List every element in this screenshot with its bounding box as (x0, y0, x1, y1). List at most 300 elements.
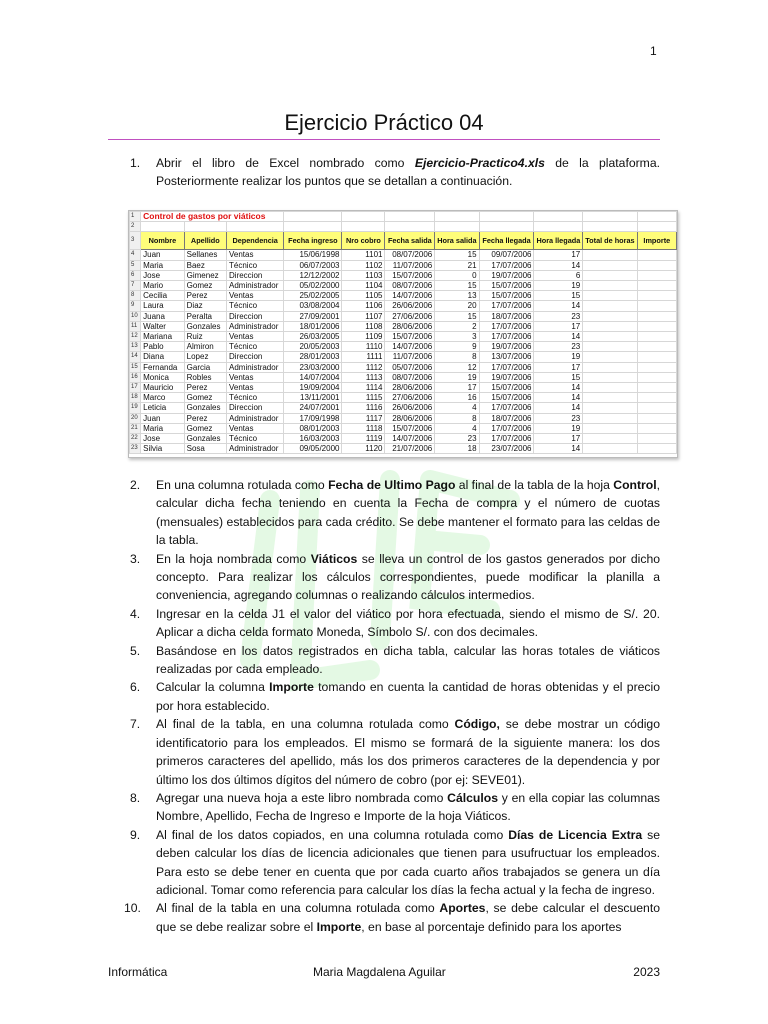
list-number: 6. (130, 680, 141, 695)
table-cell: 17/07/2006 (479, 362, 534, 372)
list-text: Basándose en los datos registrados en dicha tabla, calcular las horas totales de viáticos realizadas por cada empleado. (156, 643, 660, 677)
table-cell: Administrador (227, 413, 284, 423)
table-cell: Maria (141, 260, 185, 270)
table-cell: 17 (435, 383, 479, 393)
table-cell: 6 (534, 270, 583, 280)
row-number: 21 (130, 423, 141, 433)
table-cell: Baez (184, 260, 226, 270)
table-cell: 1120 (342, 444, 385, 454)
row-number: 20 (130, 413, 141, 423)
table-row (130, 423, 677, 433)
table-cell: 15 (435, 311, 479, 321)
empty-cell (583, 352, 637, 362)
table-cell: Gonzales (184, 403, 226, 413)
table-cell: 24/07/2001 (284, 403, 342, 413)
empty-cell (637, 362, 676, 372)
table-cell: Direccion (227, 352, 284, 362)
table-cell: 15/07/2006 (385, 332, 435, 342)
spreadsheet-screenshot (128, 210, 678, 458)
table-cell: 1110 (342, 342, 385, 352)
table-cell: 17 (534, 434, 583, 444)
list-number: 3. (130, 551, 141, 566)
table-cell: Mario (141, 281, 185, 291)
emphasis-text: Importe (269, 680, 314, 695)
table-cell: 9 (435, 342, 479, 352)
table-row (130, 383, 677, 393)
table-cell: Cecilia (141, 291, 185, 301)
row-number: 23 (130, 444, 141, 454)
list-text: , calcular dicha fecha teniendo en cuenta la Fecha de compra y el número de cuotas (mensuales) establecidos para cada crédito. Se debe mantener el formato para las celdas de la tabla. (156, 478, 661, 548)
table-cell: 08/07/2006 (385, 250, 435, 260)
table-cell: Peralta (184, 311, 226, 321)
emphasis-text: Control (613, 478, 657, 492)
table-cell: 16 (435, 393, 479, 403)
list-item (108, 899, 660, 936)
table-cell: 15/06/1998 (284, 250, 342, 260)
table-cell: Ventas (227, 332, 284, 342)
column-header: Total de horas (583, 232, 637, 250)
list-text: , se debe calcular el descuento que se debe realizar sobre el (156, 901, 661, 934)
table-cell: Silvia (141, 444, 185, 454)
row-number: 6 (130, 270, 141, 280)
table-cell: Fernanda (141, 362, 185, 372)
table-row (130, 413, 677, 423)
table-cell: 18/07/2006 (479, 311, 534, 321)
table-cell: Jose (141, 434, 185, 444)
table-cell: 12 (435, 362, 479, 372)
table-cell: 09/07/2006 (479, 250, 534, 260)
list-item (108, 715, 660, 789)
table-cell: Sellanes (184, 250, 226, 260)
table-cell: Juan (141, 250, 185, 260)
table-cell: 1115 (342, 393, 385, 403)
table-cell: 17 (534, 321, 583, 331)
empty-cell (583, 372, 637, 382)
list-text: Agregar una nueva hoja a este libro nombrada como (156, 790, 448, 805)
table-cell: 1109 (342, 332, 385, 342)
table-cell: Gomez (184, 393, 226, 403)
empty-cell (583, 291, 637, 301)
table-cell: Gonzales (184, 434, 226, 444)
table-cell: 20/05/2003 (284, 342, 342, 352)
table-cell: Laura (141, 301, 185, 311)
table-cell: 1117 (342, 413, 385, 423)
table-cell: 16/03/2003 (284, 434, 342, 444)
table-cell: Perez (184, 383, 226, 393)
footer-subject: Informática (108, 965, 168, 979)
table-cell: 14 (534, 301, 583, 311)
table-cell: 15/07/2006 (479, 383, 534, 393)
table-cell: 23 (435, 434, 479, 444)
table-cell: Gomez (184, 423, 226, 433)
table-cell: 25/02/2005 (284, 291, 342, 301)
table-row (130, 342, 677, 352)
table-cell: Almiron (184, 342, 226, 352)
emphasis-text: Importe (316, 919, 362, 934)
table-cell: 19 (435, 372, 479, 382)
table-cell: 1112 (342, 362, 385, 372)
table-cell: 19/07/2006 (479, 372, 534, 382)
table-cell: Administrador (227, 321, 284, 331)
table-cell: 18/07/2006 (479, 413, 534, 423)
list-number: 2. (130, 478, 141, 492)
table-cell: 19 (534, 423, 583, 433)
list-text: y en ella copiar las columnas Nombre, Apellido, Fecha de Ingreso e Importe de la hoja Viáticos. (156, 790, 660, 824)
table-cell: 0 (435, 270, 479, 280)
row-number: 17 (130, 383, 141, 393)
table-cell: 23 (534, 311, 583, 321)
list-item (108, 826, 660, 900)
emphasis-text: Viáticos (310, 551, 358, 566)
table-cell: 09/05/2000 (284, 444, 342, 454)
table-cell: 2 (435, 321, 479, 331)
table-cell: 21 (435, 260, 479, 270)
table-cell: 17/09/1998 (284, 413, 342, 423)
table-cell: 1114 (342, 383, 385, 393)
list-text: se lleva un control de los gastos generados por dicho concepto. Para realizar los cálculos correspondientes, puede modificar la planilla a conveniencia, agregando columnas o realizando cálculos intermedios. (156, 551, 660, 603)
table-row (130, 372, 677, 382)
empty-cell (583, 423, 637, 433)
row-number: 15 (130, 362, 141, 372)
table-cell: Técnico (227, 260, 284, 270)
table-cell: 28/06/2006 (385, 413, 435, 423)
list-text: Al final de los datos copiados, en una columna rotulada como (156, 827, 509, 842)
table-cell: 15/07/2006 (479, 291, 534, 301)
emphasis-text: Fecha de Ultimo Pago (328, 478, 456, 492)
list-number: 8. (130, 790, 141, 805)
table-cell: 13 (435, 291, 479, 301)
empty-cell (583, 434, 637, 444)
table-cell: Mariana (141, 332, 185, 342)
table-cell: Mauricio (141, 383, 185, 393)
row-number: 18 (130, 393, 141, 403)
table-cell: Ventas (227, 423, 284, 433)
row-number: 12 (130, 332, 141, 342)
table-cell: 17/07/2006 (479, 301, 534, 311)
list-number: 7. (130, 717, 141, 732)
table-row (130, 362, 677, 372)
table-cell: 23/07/2006 (479, 444, 534, 454)
table-cell: Direccion (227, 270, 284, 280)
empty-cell (637, 434, 676, 444)
empty-cell (637, 260, 676, 270)
list-text: al final de la tabla de la hoja (455, 478, 614, 492)
list-text: se deben calcular los días de licencia adicionales que tienen para usufructuar los empleados. Para esto se debe tener en cuenta que por cada cuarto años trabajados se genera un día adicional. Tomar como referencia para calcular los días la fecha actual y la fecha de ingreso. (156, 827, 660, 897)
table-cell: 08/01/2003 (284, 423, 342, 433)
table-cell: 08/07/2006 (385, 372, 435, 382)
empty-cell (637, 444, 676, 454)
table-cell: Juana (141, 311, 185, 321)
table-cell: 15/07/2006 (479, 281, 534, 291)
table-cell: 3 (435, 332, 479, 342)
emphasis-text: Aportes (439, 901, 486, 916)
table-cell: 15/07/2006 (479, 393, 534, 403)
list-item (108, 642, 660, 679)
list-item (108, 550, 660, 605)
table-cell: 1101 (342, 250, 385, 260)
table-cell: 1103 (342, 270, 385, 280)
list-item (108, 476, 660, 550)
table-cell: 14 (534, 444, 583, 454)
table-cell: Administrador (227, 362, 284, 372)
table-cell: 13/07/2006 (479, 352, 534, 362)
table-cell: 1119 (342, 434, 385, 444)
table-cell: 1107 (342, 311, 385, 321)
table-cell: 28/06/2006 (385, 321, 435, 331)
list-number: 9. (130, 827, 141, 842)
list-number: 10. (124, 901, 141, 916)
table-cell: 05/07/2006 (385, 362, 435, 372)
empty-cell (583, 413, 637, 423)
table-cell: Leticia (141, 403, 185, 413)
footer-author: Maria Magdalena Aguilar (313, 965, 446, 979)
table-cell: 17/07/2006 (479, 321, 534, 331)
empty-cell (583, 250, 637, 260)
table-cell: Perez (184, 413, 226, 423)
table-cell: 8 (435, 413, 479, 423)
table-cell: 14/07/2006 (385, 342, 435, 352)
list-item (108, 789, 660, 826)
table-row (130, 270, 677, 280)
column-header: Apellido (184, 232, 226, 250)
table-cell: 1104 (342, 281, 385, 291)
table-cell: 05/02/2000 (284, 281, 342, 291)
table-cell: 11/07/2006 (385, 260, 435, 270)
column-header: Hora llegada (534, 232, 583, 250)
table-cell: Diaz (184, 301, 226, 311)
table-cell: Juan (141, 413, 185, 423)
empty-cell (583, 362, 637, 372)
table-cell: 19/09/2004 (284, 383, 342, 393)
table-cell: Direccion (227, 311, 284, 321)
list-text: tomando en cuenta la cantidad de horas obtenidas y el precio por hora establecido. (156, 680, 661, 713)
empty-cell (637, 342, 676, 352)
table-cell: 18 (435, 444, 479, 454)
list-number: 4. (130, 606, 141, 621)
table-cell: 17/07/2006 (479, 332, 534, 342)
table-cell: Administrador (227, 281, 284, 291)
empty-cell (637, 321, 676, 331)
table-cell: Perez (184, 291, 226, 301)
list-number: 1. (130, 156, 141, 170)
title-divider (108, 139, 660, 140)
table-cell: 06/07/2003 (284, 260, 342, 270)
empty-cell (637, 413, 676, 423)
empty-cell (637, 270, 676, 280)
table-cell: Gomez (184, 281, 226, 291)
row-number: 10 (130, 311, 141, 321)
spreadsheet-title: Control de gastos por viáticos (141, 212, 284, 222)
column-header: Fecha llegada (479, 232, 534, 250)
file-name: Ejercicio-Practico4.xls (414, 156, 545, 170)
table-cell: 21/07/2006 (385, 444, 435, 454)
empty-cell (637, 281, 676, 291)
table-cell: Maria (141, 423, 185, 433)
page-title: Ejercicio Práctico 04 (284, 110, 484, 135)
list-text: Al final de la tabla, en una columna rotulada como (156, 717, 455, 732)
footer-year: 2023 (633, 965, 660, 979)
table-cell: 1105 (342, 291, 385, 301)
row-number: 9 (130, 301, 141, 311)
empty-cell (583, 383, 637, 393)
spreadsheet-table (129, 211, 677, 454)
table-cell: 20 (435, 301, 479, 311)
list-text: En una columna rotulada como (156, 478, 329, 492)
table-cell: 28/06/2006 (385, 383, 435, 393)
table-cell: 13/11/2001 (284, 393, 342, 403)
table-row (130, 434, 677, 444)
table-cell: 1106 (342, 301, 385, 311)
empty-cell (637, 372, 676, 382)
table-cell: 26/06/2006 (385, 301, 435, 311)
empty-cell (583, 342, 637, 352)
row-number: 8 (130, 291, 141, 301)
table-cell: 15 (534, 372, 583, 382)
table-cell: 17/07/2006 (479, 423, 534, 433)
table-cell: Administrador (227, 444, 284, 454)
table-cell: 14 (534, 393, 583, 403)
column-header: Fecha ingreso (284, 232, 342, 250)
empty-cell (637, 352, 676, 362)
table-cell: 23 (534, 342, 583, 352)
empty-cell (583, 311, 637, 321)
table-cell: 12/12/2002 (284, 270, 342, 280)
table-cell: 15/07/2006 (385, 270, 435, 280)
page-number: 1 (650, 44, 657, 58)
table-cell: Ventas (227, 383, 284, 393)
table-cell: 23/03/2000 (284, 362, 342, 372)
table-cell: 17/07/2006 (479, 260, 534, 270)
table-cell: 17/07/2006 (479, 434, 534, 444)
table-cell: 27/06/2006 (385, 393, 435, 403)
empty-cell (583, 301, 637, 311)
table-row (130, 250, 677, 260)
table-cell: 19 (534, 281, 583, 291)
table-cell: 15 (435, 250, 479, 260)
table-cell: 19/07/2006 (479, 342, 534, 352)
table-cell: 18/01/2006 (284, 321, 342, 331)
table-cell: 14 (534, 260, 583, 270)
empty-cell (637, 423, 676, 433)
intro-list (108, 154, 660, 191)
row-number: 4 (130, 250, 141, 260)
empty-cell (583, 444, 637, 454)
list-text: , en base al porcentaje definido para los aportes (361, 919, 622, 934)
empty-cell (637, 383, 676, 393)
list-text: Ingresar en la celda J1 el valor del viático por hora efectuada, siendo el mismo de S/. 20. Aplicar a dicha celda formato Moneda, Símbolo S/. con dos decimales. (156, 606, 660, 640)
table-cell: 1102 (342, 260, 385, 270)
empty-cell (583, 270, 637, 280)
table-row (130, 301, 677, 311)
table-cell: 15 (435, 281, 479, 291)
row-number: 7 (130, 281, 141, 291)
empty-cell (583, 393, 637, 403)
empty-cell (637, 403, 676, 413)
list-text: Abrir el libro de Excel nombrado como (156, 156, 415, 170)
table-cell: 1113 (342, 372, 385, 382)
empty-cell (583, 281, 637, 291)
table-row (130, 444, 677, 454)
empty-cell (583, 403, 637, 413)
table-cell: 15 (534, 291, 583, 301)
table-row (130, 352, 677, 362)
list-item (108, 605, 660, 642)
list-text: Calcular la columna (156, 680, 270, 695)
table-cell: 28/01/2003 (284, 352, 342, 362)
list-number: 5. (130, 643, 141, 658)
row-number: 13 (130, 342, 141, 352)
table-cell: 19/07/2006 (479, 270, 534, 280)
table-cell: Ventas (227, 372, 284, 382)
empty-cell (637, 332, 676, 342)
column-header: Fecha salida (385, 232, 435, 250)
column-header: Nombre (141, 232, 185, 250)
instructions-list (108, 476, 660, 936)
table-cell: 4 (435, 423, 479, 433)
table-cell: 1116 (342, 403, 385, 413)
table-cell: Ruiz (184, 332, 226, 342)
list-item (108, 154, 660, 191)
column-header: Dependencia (227, 232, 284, 250)
empty-cell (637, 291, 676, 301)
table-cell: Lopez (184, 352, 226, 362)
table-cell: 03/08/2004 (284, 301, 342, 311)
emphasis-text: Código, (454, 717, 500, 732)
table-cell: Diana (141, 352, 185, 362)
table-row (130, 260, 677, 270)
row-number: 22 (130, 434, 141, 444)
list-text: de la plataforma. Posteriormente realizar los puntos que se detallan a continuación. (156, 156, 660, 189)
table-row (130, 403, 677, 413)
table-cell: Jose (141, 270, 185, 280)
empty-cell (637, 311, 676, 321)
table-cell: 27/09/2001 (284, 311, 342, 321)
table-row (130, 291, 677, 301)
table-cell: 1108 (342, 321, 385, 331)
table-cell: Direccion (227, 403, 284, 413)
list-item (108, 678, 660, 715)
row-number: 16 (130, 372, 141, 382)
table-cell: Ventas (227, 291, 284, 301)
list-text: se debe mostrar un código identificatorio para los empleados. El mismo se formará de la siguiente manera: los dos primeros caracteres del apellido, más los dos primeros caracteres de la dependencia y por último los dos últimos dígitos del número de cobro (por ej: SEVE01). (156, 717, 660, 787)
table-cell: 27/06/2006 (385, 311, 435, 321)
table-cell: Robles (184, 372, 226, 382)
table-row (130, 321, 677, 331)
row-number: 2 (130, 222, 141, 232)
table-cell: Técnico (227, 434, 284, 444)
table-cell: 26/06/2006 (385, 403, 435, 413)
list-text: Al final de la tabla en una columna rotulada como (156, 901, 440, 916)
table-cell: 19 (534, 352, 583, 362)
row-number: 19 (130, 403, 141, 413)
table-cell: 14/07/2004 (284, 372, 342, 382)
table-cell: Walter (141, 321, 185, 331)
table-cell: Monica (141, 372, 185, 382)
table-row (130, 311, 677, 321)
table-cell: Gimenez (184, 270, 226, 280)
row-number: 5 (130, 260, 141, 270)
table-cell: 14 (534, 383, 583, 393)
empty-cell (583, 260, 637, 270)
row-number: 11 (130, 321, 141, 331)
table-cell: 4 (435, 403, 479, 413)
table-cell: 17 (534, 250, 583, 260)
table-cell: 17 (534, 362, 583, 372)
emphasis-text: Cálculos (447, 790, 498, 805)
list-text: En la hoja nombrada como (156, 551, 311, 566)
row-number: 14 (130, 352, 141, 362)
column-header: Nro cobro (342, 232, 385, 250)
